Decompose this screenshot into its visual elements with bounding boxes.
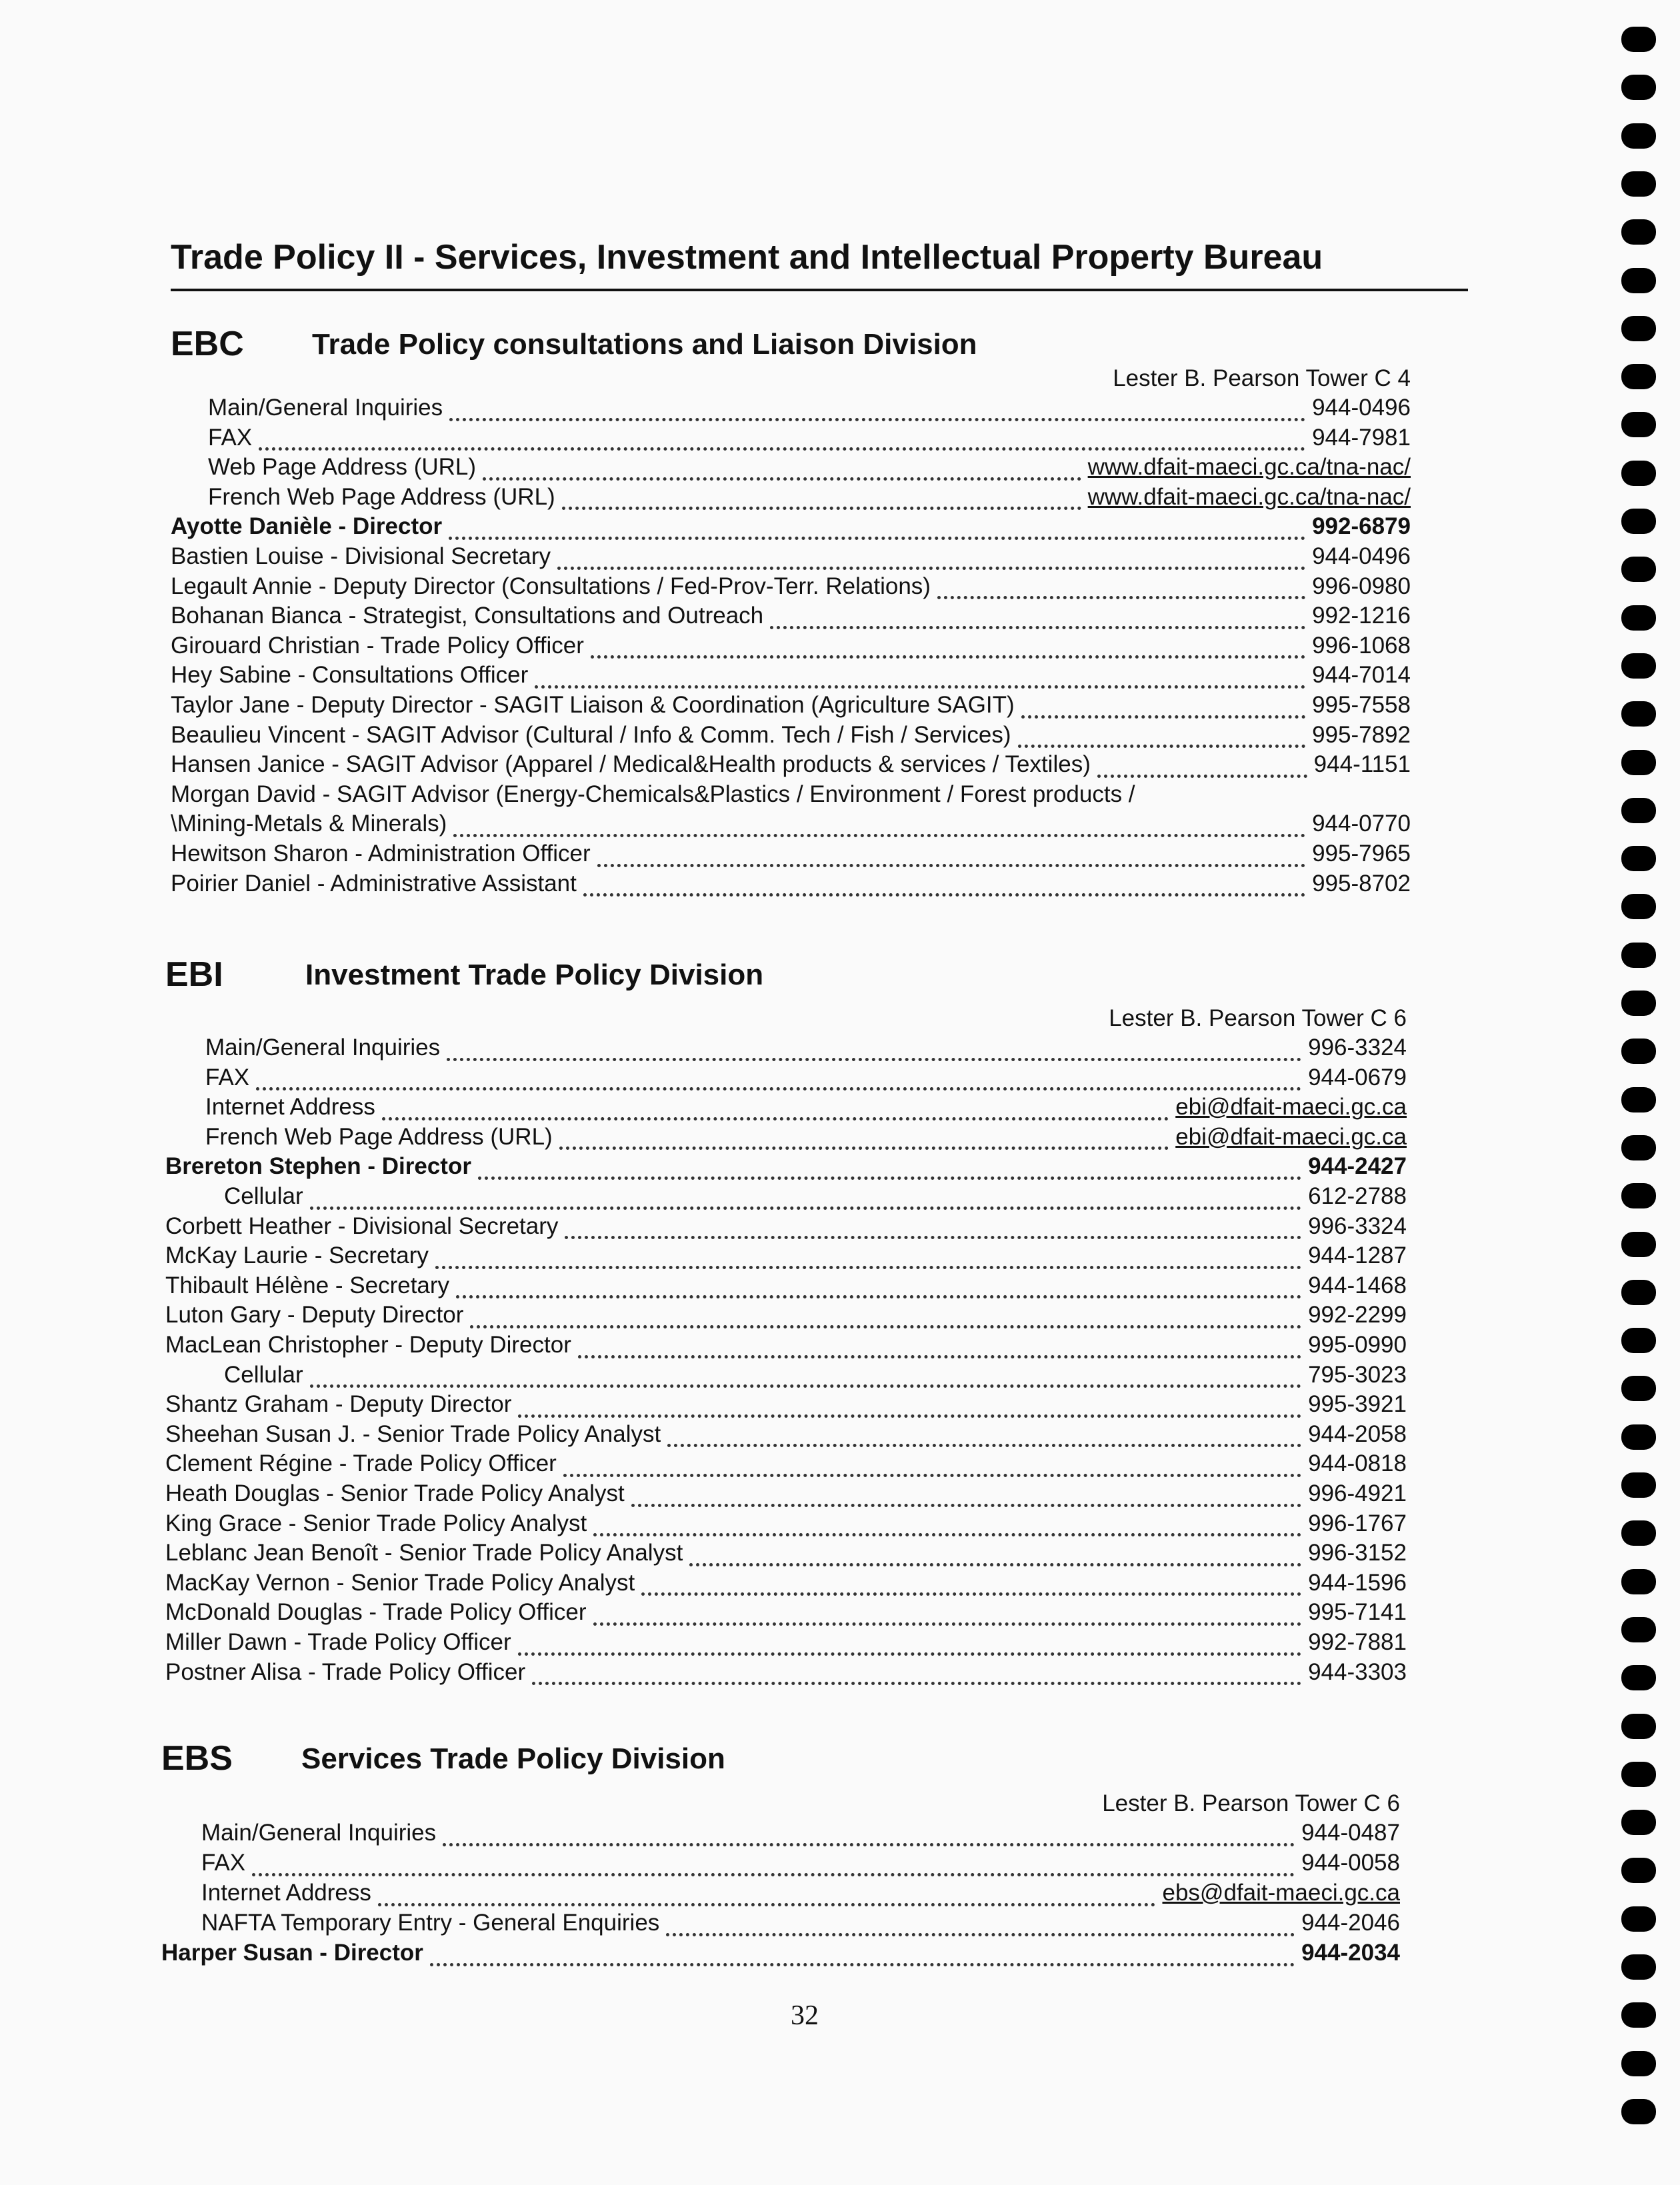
dot-leader [583,876,1305,897]
entry-label: McKay Laurie - Secretary [165,1242,429,1269]
binding-hole [1621,412,1656,437]
entry-label: Girouard Christian - Trade Policy Officer [171,632,584,659]
entry-label: Hey Sabine - Consultations Officer [171,662,529,689]
directory-entry [224,1183,1407,1212]
entry-phone: 996-1068 [1312,632,1411,659]
entry-phone: 944-2034 [1301,1940,1400,1966]
entry-label: FAX [208,424,253,451]
dot-leader [770,609,1305,629]
dot-leader [449,401,1305,421]
section-code: EBC [171,325,244,363]
entry-phone: 995-3921 [1308,1391,1407,1418]
entry-label: \Mining-Metals & Minerals) [171,811,447,837]
entry-label: Bohanan Bianca - Strategist, Consultations and Outreach [171,603,764,629]
entry-label: Bastien Louise - Divisional Secretary [171,543,551,569]
directory-entry [171,513,1411,543]
dot-leader [310,1189,1301,1210]
binding-hole [1621,943,1656,968]
binding-hole [1621,1328,1656,1353]
entry-phone: 944-2046 [1301,1910,1400,1936]
entry-label: Brereton Stephen - Director [165,1153,471,1180]
entry-label: Shantz Graham - Deputy Director [165,1391,512,1418]
entry-phone: 996-3324 [1308,1212,1407,1239]
binding-hole [1621,846,1656,871]
entry-phone: 944-0770 [1312,811,1411,837]
dot-leader [449,519,1305,540]
binding-hole [1621,509,1656,534]
entry-label: McDonald Douglas - Trade Policy Officer [165,1599,587,1626]
directory-entry [171,811,1411,840]
entry-label: MacLean Christopher - Deputy Director [165,1332,571,1358]
entry-phone: 996-3324 [1308,1035,1407,1061]
directory-entry [165,1570,1407,1599]
entry-phone: 944-0487 [1301,1820,1400,1846]
dot-leader [518,1635,1301,1656]
directory-entry [201,1820,1400,1849]
entry-label: Taylor Jane - Deputy Director - SAGIT Liaison & Coordination (Agriculture SAGIT) [171,692,1015,718]
entry-phone: 944-7981 [1312,424,1411,451]
directory-entry [205,1035,1407,1064]
entry-phone: 996-3152 [1308,1540,1407,1566]
entry-label: Sheehan Susan J. - Senior Trade Policy Analyst [165,1420,661,1447]
dot-leader [532,1664,1301,1685]
entry-phone: 995-7141 [1308,1599,1407,1626]
binding-hole [1621,798,1656,823]
directory-entry [165,1153,1407,1182]
directory-entry [201,1910,1400,1939]
dot-leader [689,1546,1301,1566]
dot-leader [453,817,1305,837]
directory-entry [171,603,1411,632]
entry-phone: 944-0496 [1312,395,1411,421]
dot-leader [256,1070,1301,1091]
entry-label: Clement Régine - Trade Policy Officer [165,1450,557,1477]
entry-label: Heath Douglas - Senior Trade Policy Analyst [165,1480,625,1506]
section-name: Services Trade Policy Division [301,1742,725,1775]
title-rule [171,289,1468,291]
entry-label: NAFTA Temporary Entry - General Enquiries [201,1910,660,1936]
entry-label: Main/General Inquiries [205,1035,441,1061]
page-number: 32 [791,2000,819,2031]
directory-entry [165,1450,1407,1480]
binding-hole [1621,1762,1656,1787]
entry-phone: 995-7892 [1312,721,1411,748]
entry-label: Hansen Janice - SAGIT Advisor (Apparel / Medical&Health products & services / Textiles) [171,751,1091,778]
entry-label: Legault Annie - Deputy Director (Consultations / Fed-Prov-Terr. Relations) [171,573,931,599]
binding-hole [1621,1858,1656,1883]
binding-hole [1621,2099,1656,2124]
entry-phone: 944-0679 [1308,1064,1407,1091]
directory-entry [205,1065,1407,1094]
entry-phone: 996-4921 [1308,1480,1407,1506]
entry-phone: 944-7014 [1312,662,1411,689]
entry-phone: 944-1468 [1308,1272,1407,1298]
directory-entry [165,1272,1407,1302]
directory-entry [224,1362,1407,1391]
entry-phone: 944-0496 [1312,543,1411,569]
section-location: Lester B. Pearson Tower C 6 [1102,1790,1400,1816]
directory-entry [208,454,1411,483]
binding-hole [1621,2051,1656,2076]
entry-phone: 944-0818 [1308,1450,1407,1477]
entry-label: FAX [205,1064,250,1091]
binding-hole [1621,219,1656,245]
entry-label: Leblanc Jean Benoît - Senior Trade Policy Analyst [165,1540,683,1566]
entry-phone: 612-2788 [1308,1183,1407,1209]
dot-leader [456,1278,1301,1298]
directory-entry [165,1659,1407,1688]
entry-link[interactable]: www.dfait-maeci.gc.ca/tna-nac/ [1087,454,1411,481]
binding-hole [1621,653,1656,679]
dot-leader [470,1308,1301,1328]
entry-phone: 944-1596 [1308,1569,1407,1596]
directory-entry [165,1242,1407,1272]
directory-entry-label: Morgan David - SAGIT Advisor (Energy-Chemicals&Plastics / Environment / Forest products / [171,781,1135,807]
entry-phone: 944-1151 [1313,751,1411,778]
entry-label: FAX [201,1850,246,1876]
entry-label: French Web Page Address (URL) [208,483,555,510]
binding-hole [1621,1520,1656,1546]
binding-hole [1621,1617,1656,1642]
directory-entry [205,1124,1407,1153]
directory-entry [165,1213,1407,1242]
binding-hole [1621,701,1656,727]
dot-leader [937,579,1305,599]
directory-entry [171,841,1411,870]
dot-leader [641,1575,1301,1596]
entry-label: Beaulieu Vincent - SAGIT Advisor (Cultural / Info & Comm. Tech / Fish / Services) [171,721,1011,748]
dot-leader [1018,727,1306,748]
binding-hole [1621,461,1656,486]
binding-hole [1621,1472,1656,1498]
entry-label: French Web Page Address (URL) [205,1123,553,1150]
binding-hole [1621,605,1656,631]
entry-phone: 795-3023 [1308,1361,1407,1388]
binding-hole [1621,557,1656,582]
entry-label: Internet Address [205,1094,375,1120]
entry-link[interactable]: www.dfait-maeci.gc.ca/tna-nac/ [1087,483,1411,510]
section-code: EBI [165,955,223,994]
binding-hole [1621,268,1656,293]
entry-label: MacKay Vernon - Senior Trade Policy Analyst [165,1569,635,1596]
section-code: EBS [161,1739,233,1778]
dot-leader [593,1516,1301,1536]
entry-label: Main/General Inquiries [201,1820,437,1846]
binding-hole [1621,1954,1656,1980]
directory-entry [165,1421,1407,1450]
entry-label: Cellular [224,1361,303,1388]
dot-leader [259,430,1305,451]
entry-label: Ayotte Danièle - Director [171,513,443,540]
entry-phone: 992-6879 [1312,513,1411,540]
binding-hole [1621,1906,1656,1932]
entry-label: Main/General Inquiries [208,395,443,421]
dot-leader [578,1338,1301,1358]
directory-entry [165,1540,1407,1569]
directory-entry [208,395,1411,424]
binding-hole [1621,123,1656,149]
section-location: Lester B. Pearson Tower C 6 [1109,1005,1407,1031]
section-name: Trade Policy consultations and Liaison Division [312,328,977,361]
entry-phone: 995-0990 [1308,1332,1407,1358]
dot-leader [535,668,1305,689]
entry-label: Internet Address [201,1880,371,1906]
dot-leader [597,847,1305,867]
directory-entry [201,1850,1400,1879]
binding-hole [1621,27,1656,52]
entry-label: Corbett Heather - Divisional Secretary [165,1212,559,1239]
binding-hole [1621,750,1656,775]
dot-leader [631,1486,1301,1507]
directory-entry [171,662,1411,691]
binding-hole [1621,1424,1656,1450]
dot-leader [593,1605,1302,1626]
entry-phone: 995-7558 [1312,692,1411,718]
binding-hole [1621,1810,1656,1835]
directory-entry [165,1302,1407,1331]
entry-phone: 944-2427 [1308,1153,1407,1180]
binding-hole [1621,1569,1656,1594]
dot-leader [1021,698,1305,719]
binding-hole [1621,316,1656,341]
binding-hole [1621,1665,1656,1690]
entry-label: Luton Gary - Deputy Director [165,1302,464,1328]
entry-label: Web Page Address (URL) [208,454,477,481]
binding-hole [1621,75,1656,100]
dot-leader [430,1946,1295,1966]
binding-hole [1621,1087,1656,1112]
entry-link[interactable]: ebs@dfait-maeci.gc.ca [1162,1880,1400,1906]
directory-entry [205,1094,1407,1123]
entry-link[interactable]: ebi@dfait-maeci.gc.ca [1175,1094,1407,1120]
directory-entry [201,1880,1400,1909]
entry-label: Hewitson Sharon - Administration Officer [171,841,591,867]
entry-phone: 944-1287 [1308,1242,1407,1269]
binding-hole [1621,1135,1656,1160]
entry-phone: 992-2299 [1308,1302,1407,1328]
entry-phone: 944-3303 [1308,1658,1407,1685]
directory-entry [165,1480,1407,1510]
dot-leader [483,460,1081,481]
entry-phone: 992-1216 [1312,603,1411,629]
entry-phone: 992-7881 [1308,1629,1407,1655]
entry-link[interactable]: ebi@dfait-maeci.gc.ca [1175,1123,1407,1150]
entry-phone: 944-2058 [1308,1420,1407,1447]
dot-leader [443,1826,1295,1846]
directory-entry [165,1391,1407,1420]
entry-label: Cellular [224,1183,303,1209]
dot-leader [478,1159,1301,1180]
directory-entry [208,425,1411,454]
directory-entry [165,1599,1407,1628]
entry-label: King Grace - Senior Trade Policy Analyst [165,1510,587,1536]
directory-entry [171,543,1411,573]
directory-entry [171,633,1411,662]
entry-phone: 944-0058 [1301,1850,1400,1876]
binding-hole [1621,2002,1656,2028]
dot-leader [666,1916,1295,1936]
dot-leader [1097,757,1307,778]
binding-hole [1621,364,1656,389]
directory-entry [171,751,1411,781]
dot-leader [557,549,1305,570]
directory-entry [208,484,1411,513]
page-title: Trade Policy II - Services, Investment and Intellectual Property Bureau [171,238,1323,277]
dot-leader [518,1397,1301,1418]
entry-label: Miller Dawn - Trade Policy Officer [165,1629,511,1655]
dot-leader [252,1856,1295,1876]
dot-leader [378,1886,1156,1906]
dot-leader [563,1456,1301,1477]
binding-hole [1621,1376,1656,1401]
dot-leader [382,1100,1169,1120]
binding-hole [1621,991,1656,1016]
binding-hole [1621,171,1656,197]
entry-phone: 995-8702 [1312,870,1411,897]
binding-hole [1621,1280,1656,1305]
entry-phone: 996-1767 [1308,1510,1407,1536]
directory-entry [171,722,1411,751]
entry-phone: 995-7965 [1312,841,1411,867]
binding-hole [1621,1039,1656,1064]
dot-leader [447,1041,1301,1061]
directory-entry [165,1629,1407,1658]
directory-entry [161,1940,1400,1969]
section-location: Lester B. Pearson Tower C 4 [1113,365,1411,391]
dot-leader [591,638,1305,659]
entry-label: Poirier Daniel - Administrative Assistant [171,870,577,897]
dot-leader [310,1367,1301,1388]
entry-label: Thibault Hélène - Secretary [165,1272,450,1298]
dot-leader [667,1426,1301,1447]
binding-hole [1621,1714,1656,1739]
entry-phone: 996-0980 [1312,573,1411,599]
directory-entry [165,1510,1407,1540]
directory-entry [171,692,1411,721]
directory-entry [171,871,1411,900]
binding-hole [1621,1183,1656,1208]
dot-leader [559,1129,1169,1150]
directory-entry [165,1332,1407,1361]
binding-hole [1621,1232,1656,1257]
binding-holes [1621,0,1661,2185]
entry-label: Postner Alisa - Trade Policy Officer [165,1658,526,1685]
binding-hole [1621,894,1656,919]
dot-leader [435,1248,1301,1269]
dot-leader [565,1218,1301,1239]
section-name: Investment Trade Policy Division [305,959,764,991]
dot-leader [562,489,1081,510]
directory-entry [171,573,1411,603]
entry-label: Harper Susan - Director [161,1940,423,1966]
